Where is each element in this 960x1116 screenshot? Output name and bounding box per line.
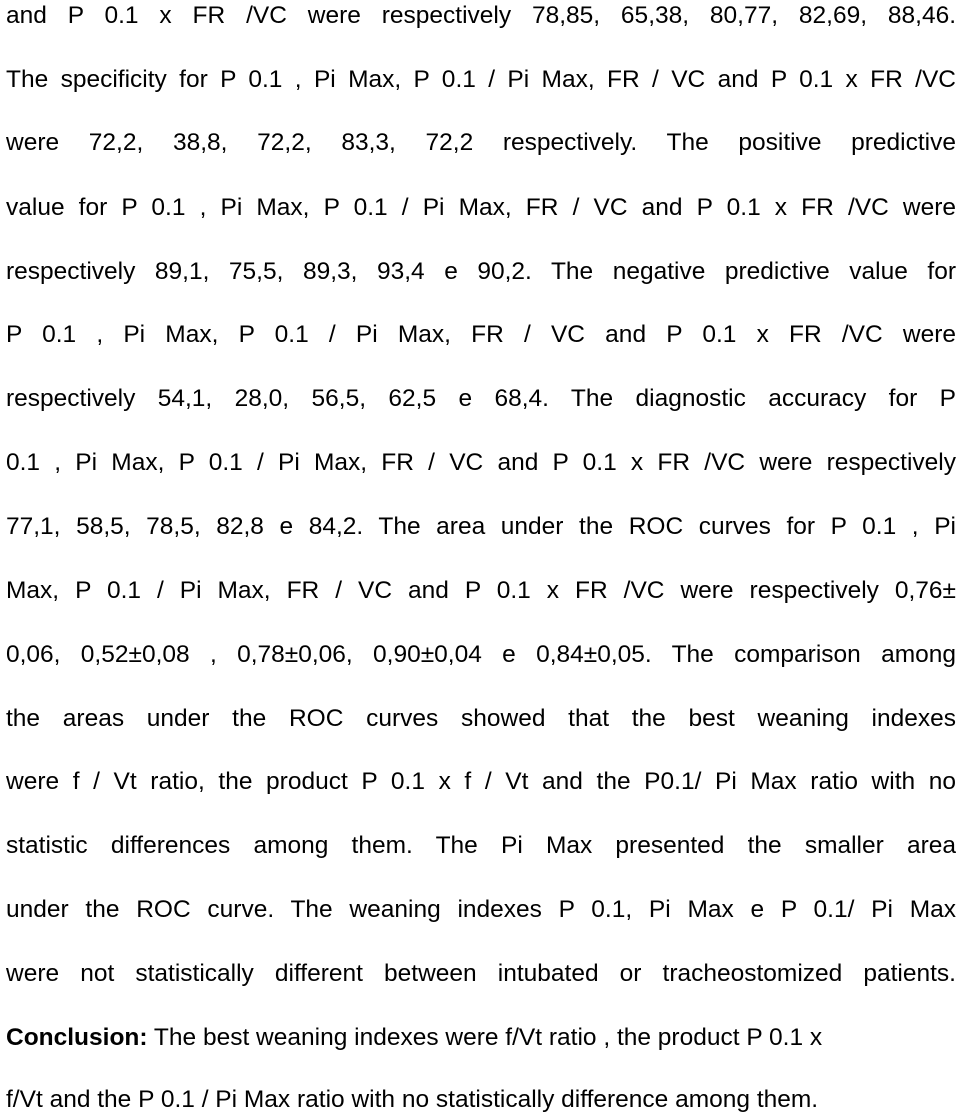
text-line: the areas under the ROC curves showed that the best weaning indexes: [6, 705, 956, 732]
conclusion-line: f/Vt and the P 0.1 / Pi Max ratio with no statistically difference among them.: [6, 1086, 819, 1113]
text-line: respectively 54,1, 28,0, 56,5, 62,5 e 68,4. The diagnostic accuracy for P: [6, 385, 956, 412]
conclusion-text: The best weaning indexes were f/Vt ratio , the product P 0.1 x: [153, 1024, 823, 1051]
text-line: The specificity for P 0.1 , Pi Max, P 0.1 / Pi Max, FR / VC and P 0.1 x FR /VC: [6, 66, 956, 93]
text-line: respectively 89,1, 75,5, 89,3, 93,4 e 90,2. The negative predictive value for: [6, 258, 956, 285]
text-line: Max, P 0.1 / Pi Max, FR / VC and P 0.1 x FR /VC were respectively 0,76±: [6, 577, 956, 604]
text-line: P 0.1 , Pi Max, P 0.1 / Pi Max, FR / VC and P 0.1 x FR /VC were: [6, 321, 956, 348]
text-line: were not statistically different between intubated or tracheostomized patients.: [6, 960, 956, 987]
conclusion-line: [6, 1023, 956, 1053]
text-line: were 72,2, 38,8, 72,2, 83,3, 72,2 respectively. The positive predictive: [6, 129, 956, 156]
text-line: under the ROC curve. The weaning indexes P 0.1, Pi Max e P 0.1/ Pi Max: [6, 896, 956, 923]
text-line: 77,1, 58,5, 78,5, 82,8 e 84,2. The area under the ROC curves for P 0.1 , Pi: [6, 513, 956, 540]
text-line: and P 0.1 x FR /VC were respectively 78,85, 65,38, 80,77, 82,69, 88,46.: [6, 2, 956, 29]
text-line: were f / Vt ratio, the product P 0.1 x f / Vt and the P0.1/ Pi Max ratio with no: [6, 768, 956, 795]
text-line: value for P 0.1 , Pi Max, P 0.1 / Pi Max, FR / VC and P 0.1 x FR /VC were: [6, 194, 956, 221]
text-line: 0.1 , Pi Max, P 0.1 / Pi Max, FR / VC and P 0.1 x FR /VC were respectively: [6, 449, 956, 476]
text-line: statistic differences among them. The Pi Max presented the smaller area: [6, 832, 956, 859]
conclusion-label: Conclusion:: [6, 1024, 148, 1051]
text-line: 0,06, 0,52±0,08 , 0,78±0,06, 0,90±0,04 e 0,84±0,05. The comparison among: [6, 641, 956, 668]
